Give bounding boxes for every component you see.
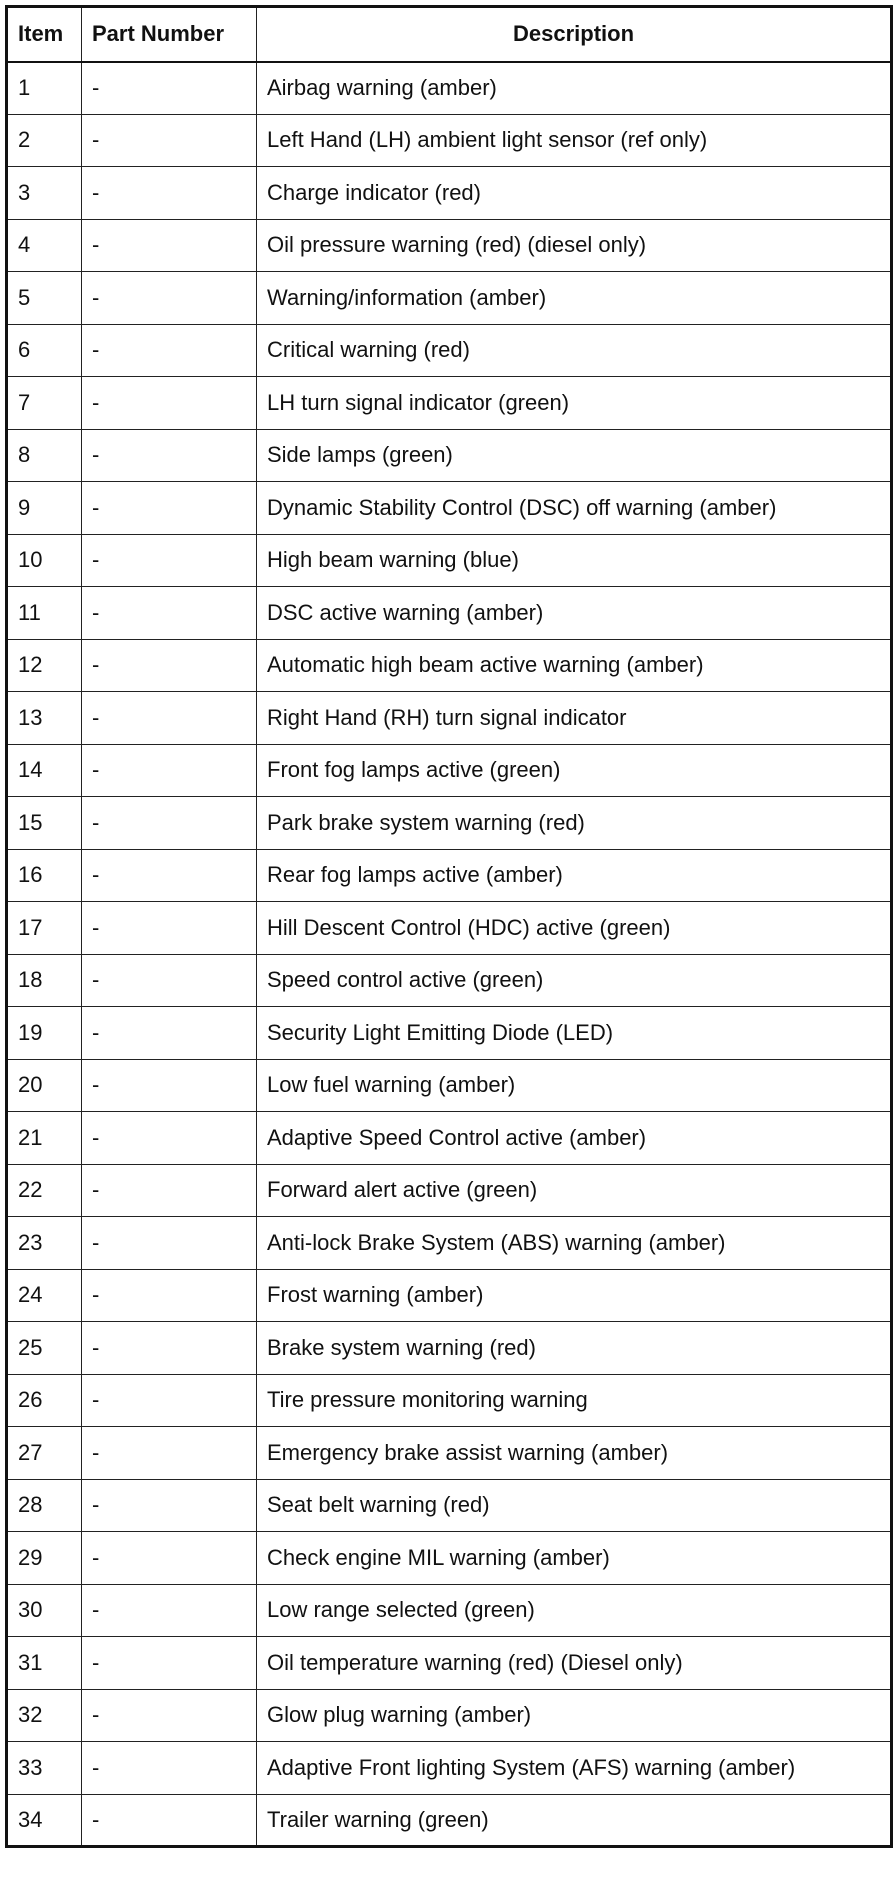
- part-number-cell: -: [82, 849, 257, 902]
- item-cell: 7: [7, 377, 82, 430]
- item-cell: 18: [7, 954, 82, 1007]
- part-number-cell: -: [82, 482, 257, 535]
- table-row: [7, 219, 892, 272]
- table-row: [7, 1217, 892, 1270]
- description-cell: Anti-lock Brake System (ABS) warning (amber): [257, 1217, 892, 1270]
- table-row: [7, 1427, 892, 1480]
- item-cell: 15: [7, 797, 82, 850]
- part-number-cell: -: [82, 1742, 257, 1795]
- part-number-cell: -: [82, 902, 257, 955]
- part-number-cell: -: [82, 1269, 257, 1322]
- part-number-cell: -: [82, 534, 257, 587]
- table-row: [7, 954, 892, 1007]
- description-cell: Dynamic Stability Control (DSC) off warning (amber): [257, 482, 892, 535]
- description-cell: Security Light Emitting Diode (LED): [257, 1007, 892, 1060]
- description-cell: Seat belt warning (red): [257, 1479, 892, 1532]
- description-cell: Speed control active (green): [257, 954, 892, 1007]
- description-cell: LH turn signal indicator (green): [257, 377, 892, 430]
- part-number-cell: -: [82, 1794, 257, 1847]
- item-cell: 29: [7, 1532, 82, 1585]
- part-number-cell: -: [82, 219, 257, 272]
- description-cell: Hill Descent Control (HDC) active (green): [257, 902, 892, 955]
- part-number-cell: -: [82, 1059, 257, 1112]
- table-row: [7, 849, 892, 902]
- item-cell: 27: [7, 1427, 82, 1480]
- description-cell: Charge indicator (red): [257, 167, 892, 220]
- part-number-cell: -: [82, 62, 257, 115]
- description-cell: Side lamps (green): [257, 429, 892, 482]
- part-number-cell: -: [82, 167, 257, 220]
- part-number-cell: -: [82, 1217, 257, 1270]
- description-cell: Low fuel warning (amber): [257, 1059, 892, 1112]
- table-row: [7, 587, 892, 640]
- table-row: [7, 1374, 892, 1427]
- part-number-cell: -: [82, 639, 257, 692]
- description-cell: Forward alert active (green): [257, 1164, 892, 1217]
- table-row: [7, 1007, 892, 1060]
- part-number-cell: -: [82, 744, 257, 797]
- table-row: [7, 1689, 892, 1742]
- table-row: [7, 902, 892, 955]
- item-cell: 20: [7, 1059, 82, 1112]
- item-cell: 26: [7, 1374, 82, 1427]
- part-number-cell: -: [82, 1322, 257, 1375]
- table-row: [7, 114, 892, 167]
- item-cell: 10: [7, 534, 82, 587]
- item-cell: 4: [7, 219, 82, 272]
- item-cell: 12: [7, 639, 82, 692]
- table-row: [7, 1584, 892, 1637]
- description-cell: Adaptive Front lighting System (AFS) warning (amber): [257, 1742, 892, 1795]
- description-cell: Critical warning (red): [257, 324, 892, 377]
- description-cell: Frost warning (amber): [257, 1269, 892, 1322]
- table-row: [7, 482, 892, 535]
- table-row: [7, 1794, 892, 1847]
- table-row: [7, 692, 892, 745]
- item-cell: 19: [7, 1007, 82, 1060]
- part-number-cell: -: [82, 1584, 257, 1637]
- table-row: [7, 1532, 892, 1585]
- item-cell: 32: [7, 1689, 82, 1742]
- table-row: [7, 1742, 892, 1795]
- item-cell: 24: [7, 1269, 82, 1322]
- table-row: [7, 167, 892, 220]
- item-cell: 11: [7, 587, 82, 640]
- table-row: [7, 797, 892, 850]
- part-number-cell: -: [82, 1374, 257, 1427]
- table-body: [7, 62, 892, 1847]
- table-row: [7, 324, 892, 377]
- part-number-cell: -: [82, 1637, 257, 1690]
- part-number-cell: -: [82, 954, 257, 1007]
- table-header: [7, 7, 892, 62]
- item-column-header: Item: [7, 7, 82, 62]
- description-cell: Front fog lamps active (green): [257, 744, 892, 797]
- item-cell: 21: [7, 1112, 82, 1165]
- item-cell: 30: [7, 1584, 82, 1637]
- description-cell: Low range selected (green): [257, 1584, 892, 1637]
- item-cell: 25: [7, 1322, 82, 1375]
- description-cell: Oil pressure warning (red) (diesel only): [257, 219, 892, 272]
- description-cell: Trailer warning (green): [257, 1794, 892, 1847]
- part-number-cell: -: [82, 272, 257, 325]
- part-number-cell: -: [82, 1479, 257, 1532]
- table-row: [7, 1164, 892, 1217]
- description-cell: High beam warning (blue): [257, 534, 892, 587]
- header-row: [7, 7, 892, 62]
- description-column-header: Description: [257, 7, 892, 62]
- part-number-cell: -: [82, 1689, 257, 1742]
- part-number-column-header: Part Number: [82, 7, 257, 62]
- table-row: [7, 1479, 892, 1532]
- description-cell: DSC active warning (amber): [257, 587, 892, 640]
- description-cell: Emergency brake assist warning (amber): [257, 1427, 892, 1480]
- description-cell: Right Hand (RH) turn signal indicator: [257, 692, 892, 745]
- description-cell: Airbag warning (amber): [257, 62, 892, 115]
- item-cell: 3: [7, 167, 82, 220]
- table-row: [7, 1112, 892, 1165]
- part-number-cell: -: [82, 692, 257, 745]
- description-cell: Adaptive Speed Control active (amber): [257, 1112, 892, 1165]
- description-cell: Park brake system warning (red): [257, 797, 892, 850]
- table-row: [7, 1322, 892, 1375]
- part-number-cell: -: [82, 429, 257, 482]
- item-cell: 9: [7, 482, 82, 535]
- description-cell: Tire pressure monitoring warning: [257, 1374, 892, 1427]
- description-cell: Rear fog lamps active (amber): [257, 849, 892, 902]
- item-cell: 16: [7, 849, 82, 902]
- item-cell: 5: [7, 272, 82, 325]
- part-number-cell: -: [82, 1427, 257, 1480]
- item-cell: 13: [7, 692, 82, 745]
- part-number-cell: -: [82, 114, 257, 167]
- part-number-cell: -: [82, 797, 257, 850]
- part-number-cell: -: [82, 324, 257, 377]
- part-number-cell: -: [82, 1532, 257, 1585]
- part-number-cell: -: [82, 587, 257, 640]
- description-cell: Glow plug warning (amber): [257, 1689, 892, 1742]
- part-number-cell: -: [82, 1112, 257, 1165]
- description-cell: Left Hand (LH) ambient light sensor (ref only): [257, 114, 892, 167]
- table-row: [7, 1059, 892, 1112]
- item-cell: 31: [7, 1637, 82, 1690]
- description-cell: Oil temperature warning (red) (Diesel only): [257, 1637, 892, 1690]
- item-cell: 2: [7, 114, 82, 167]
- item-cell: 1: [7, 62, 82, 115]
- item-cell: 6: [7, 324, 82, 377]
- item-cell: 14: [7, 744, 82, 797]
- description-cell: Automatic high beam active warning (amber): [257, 639, 892, 692]
- table-row: [7, 1269, 892, 1322]
- description-cell: Brake system warning (red): [257, 1322, 892, 1375]
- parts-table: [5, 5, 893, 1848]
- item-cell: 22: [7, 1164, 82, 1217]
- table-row: [7, 1637, 892, 1690]
- part-number-cell: -: [82, 377, 257, 430]
- table-row: [7, 639, 892, 692]
- description-cell: Warning/information (amber): [257, 272, 892, 325]
- table-row: [7, 534, 892, 587]
- item-cell: 33: [7, 1742, 82, 1795]
- part-number-cell: -: [82, 1007, 257, 1060]
- table-row: [7, 62, 892, 115]
- part-number-cell: -: [82, 1164, 257, 1217]
- item-cell: 28: [7, 1479, 82, 1532]
- table-row: [7, 377, 892, 430]
- item-cell: 8: [7, 429, 82, 482]
- table-row: [7, 429, 892, 482]
- item-cell: 17: [7, 902, 82, 955]
- item-cell: 34: [7, 1794, 82, 1847]
- table-row: [7, 744, 892, 797]
- description-cell: Check engine MIL warning (amber): [257, 1532, 892, 1585]
- item-cell: 23: [7, 1217, 82, 1270]
- table-row: [7, 272, 892, 325]
